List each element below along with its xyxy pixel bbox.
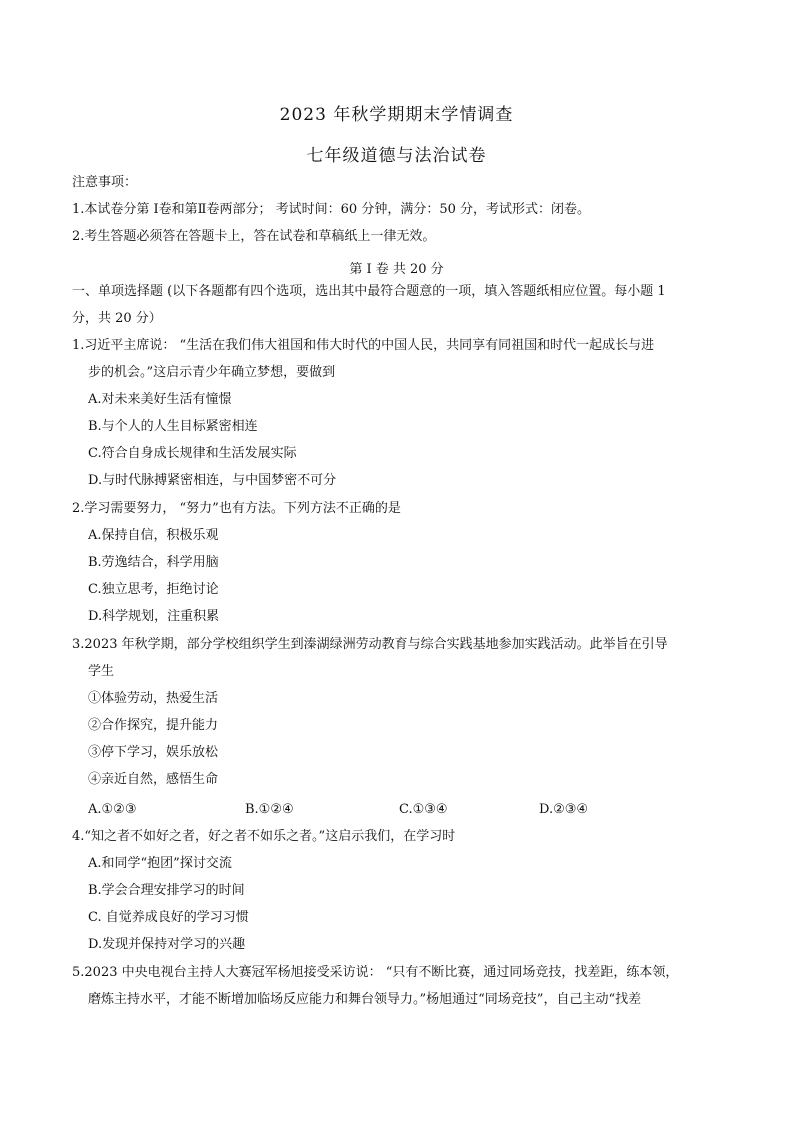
- option: D.科学规划，注重积累: [88, 609, 220, 624]
- notes-heading: 注意事项：: [72, 175, 138, 190]
- question-stem: 学生: [88, 664, 115, 679]
- choice: D.②③④: [539, 802, 589, 817]
- option: B.劳逸结合，科学用脑: [88, 555, 219, 570]
- option: A.保持自信，积极乐观: [88, 528, 219, 543]
- section-instruction: 分，共 20 分）: [72, 311, 162, 326]
- option: C.符合自身成长规律和生活发展实际: [88, 446, 297, 461]
- option: C. 自觉养成良好的学习习惯: [88, 910, 249, 925]
- question-stem: 5.2023 中央电视台主持人大赛冠军杨旭接受采访说： “只有不断比赛，通过同场竞技，找差距，练本领，: [72, 965, 679, 980]
- question-stem: 2.学习需要努力， “努力”也有方法。下列方法不正确的是: [72, 501, 401, 516]
- question-stem: 3.2023 年秋学期，部分学校组织学生到溱湖绿洲劳动教育与综合实践基地参加实践活动。此举旨在引导: [72, 637, 668, 652]
- question-stem: 步的机会。”这启示青少年确立梦想，要做到: [88, 365, 336, 380]
- statement: ①体验劳动，热爱生活: [88, 691, 219, 706]
- option: A.对未来美好生活有憧憬: [88, 392, 232, 407]
- section-title: 第 Ⅰ 卷 共 20 分: [349, 262, 444, 277]
- option: A.和同学“抱团”探讨交流: [88, 856, 232, 871]
- choice: C.①③④: [399, 802, 448, 817]
- option: C.独立思考，拒绝讨论: [88, 582, 219, 597]
- question-stem: 磨炼主持水平，才能不断增加临场反应能力和舞台领导力。”杨旭通过“同场竞技”，自己主动“找差: [88, 992, 642, 1007]
- exam-title: 2023 年秋学期期末学情调查: [279, 105, 514, 125]
- statement: ②合作探究，提升能力: [88, 718, 219, 733]
- statement: ③停下学习，娱乐放松: [88, 745, 219, 760]
- section-instruction: 一、单项选择题 (以下各题都有四个选项，选出其中最符合题意的一项，填入答题纸相应位置。每小题 1: [72, 284, 666, 299]
- option: B.学会合理安排学习的时间: [88, 883, 245, 898]
- choice: A.①②③: [88, 802, 137, 817]
- choice: B.①②④: [245, 802, 294, 817]
- statement: ④亲近自然，感悟生命: [88, 772, 219, 787]
- exam-subtitle: 七年级道德与法治试卷: [306, 146, 487, 166]
- option: D.与时代脉搏紧密相连，与中国梦密不可分: [88, 473, 337, 488]
- note-item: 1.本试卷分第 Ⅰ卷和第Ⅱ卷两部分； 考试时间：60 分钟，满分：50 分，考试形式：闭卷。: [72, 202, 590, 217]
- choice-row: [88, 802, 608, 818]
- note-item: 2.考生答题必须答在答题卡上，答在试卷和草稿纸上一律无效。: [72, 229, 436, 244]
- question-stem: 4.“知之者不如好之者，好之者不如乐之者。”这启示我们，在学习时: [72, 829, 456, 844]
- question-stem: 1.习近平主席说： “生活在我们伟大祖国和伟大时代的中国人民，共同享有同祖国和时代一起成长与进: [72, 338, 655, 353]
- option: B.与个人的人生目标紧密相连: [88, 419, 258, 434]
- option: D.发现并保持对学习的兴趣: [88, 937, 246, 952]
